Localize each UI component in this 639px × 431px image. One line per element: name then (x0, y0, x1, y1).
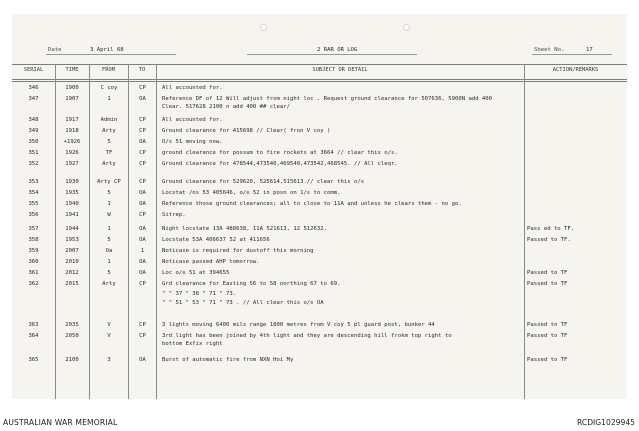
time-cell: 1944 (65, 226, 79, 232)
subject-cell (162, 128, 532, 136)
from-cell: Arty (102, 161, 116, 167)
time-cell: 1918 (65, 128, 79, 134)
subject-line: Burst of automatic fire from NXN Hoi My (162, 357, 294, 363)
to-cell: CP (139, 128, 146, 134)
serial-cell: 359 (28, 248, 39, 254)
to-cell: OA (139, 237, 146, 243)
subject-line: Locstate 53A 406637 52 at 411656 (162, 237, 270, 243)
date-underline (46, 54, 176, 55)
to-cell: OA (139, 259, 146, 265)
time-cell: 2035 (65, 322, 79, 328)
from-cell: Oa (105, 248, 113, 254)
subject-cell (162, 322, 532, 330)
from-cell: Admin (100, 117, 118, 123)
serial-cell: 354 (28, 190, 39, 196)
subject-cell (162, 150, 532, 158)
to-cell: CP (139, 333, 146, 339)
subject-line: O/s 51 moving now. (162, 139, 223, 145)
subject-cell (162, 139, 532, 147)
col-action-header: ACTION/REMARKS (552, 67, 599, 73)
action-cell: Passed to TF. (527, 237, 571, 243)
unit-title: 2 RAR OR LOG (317, 47, 358, 53)
serial-cell: 355 (28, 201, 39, 207)
subject-line: Noticase is required for dustoff this morning (162, 248, 314, 254)
unit-underline (247, 54, 417, 55)
action-cell: Pass ed to TF. (527, 226, 575, 232)
from-cell: Arty (102, 281, 116, 287)
from-cell: V (107, 322, 111, 328)
subject-line: All accounted for. (162, 117, 223, 123)
serial-cell: 364 (28, 333, 39, 339)
subject-line: Loc o/s 51 at 394655 (162, 270, 230, 276)
serial-cell: 347 (28, 96, 39, 102)
to-cell: OA (139, 139, 146, 145)
subject-line: Locstat /os 53 405646, o/s 52 in posn on 1/s to comm. (162, 190, 341, 196)
from-cell: Arty CP (97, 179, 121, 185)
from-cell: 5 (107, 139, 111, 145)
from-cell: 5 (107, 270, 111, 276)
time-cell: 2010 (65, 259, 79, 265)
subject-cell (162, 201, 532, 209)
to-cell: OA (139, 96, 146, 102)
serial-cell: 349 (28, 128, 39, 134)
subject-line: 3rd light has been joined by 4th light and they are descending hill frokm top right to (162, 333, 452, 339)
subject-line: Noticase passed AHP tomorrow. (162, 259, 260, 265)
from-cell: 1 (107, 226, 111, 232)
serial-cell: 358 (28, 237, 39, 243)
from-cell: C coy (100, 85, 118, 91)
action-cell: Passed to TF (527, 270, 568, 276)
col-from-header: FROM (102, 67, 115, 73)
time-cell: 1907 (65, 96, 79, 102)
to-cell: CP (139, 117, 146, 123)
subject-line: Reference DF of 12 Will adjust from night loc . Request ground clearance for 507636, 5900N add 400 (162, 96, 493, 102)
subject-line: bottom Exfix right (162, 340, 223, 347)
subject-cell (162, 259, 532, 267)
time-cell: 1917 (65, 117, 79, 123)
col-serial-header: SERIAL (23, 67, 44, 73)
subject-line: Ground clearance for 415698 // Clear( fron V coy ) (162, 128, 331, 134)
to-cell: OA (139, 226, 146, 232)
subject-line: All accounted for. (162, 85, 223, 91)
to-cell: CP (139, 161, 146, 167)
subject-cell (162, 357, 532, 365)
time-cell: 2007 (65, 248, 79, 254)
subject-cell (162, 212, 532, 220)
action-cell: Passed to TF (527, 333, 568, 339)
subject-line: Sitrep. (162, 212, 186, 218)
subject-cell (162, 333, 532, 348)
from-cell: 1 (107, 259, 111, 265)
serial-cell: 360 (28, 259, 39, 265)
serial-cell: 348 (28, 117, 39, 123)
sheet-value: 17 (586, 47, 593, 53)
header-rule (12, 79, 627, 80)
from-cell: 5 (107, 190, 111, 196)
subject-line: Reference those ground clearances; all to close to 11A and unless he clears them - no go. (162, 201, 462, 207)
from-cell: 5 (107, 237, 111, 243)
col-subject-header: SUBJECT OR DETAIL (312, 67, 368, 73)
col-to-header: TO (138, 67, 146, 73)
serial-cell: 363 (28, 322, 39, 328)
serial-cell: 353 (28, 179, 39, 185)
subject-line: " " 51 " 53 " 71 " 73 . // All clear this o/s OA (162, 300, 324, 307)
time-cell: 1900 (65, 85, 79, 91)
serial-cell: 352 (28, 161, 39, 167)
record-id: RCDIG1029945 (577, 418, 635, 427)
serial-cell: 361 (28, 270, 39, 276)
to-cell: OA (139, 357, 146, 363)
from-cell: 3 (107, 357, 111, 363)
subject-line: Grd clearance for Easting 56 to 58 northing 67 to 69. (162, 281, 341, 287)
subject-line: Clear. 517628 2100 n add 400 ## clear/ (162, 103, 290, 110)
to-cell: CP (139, 322, 146, 328)
punch-hole (260, 24, 267, 31)
serial-cell: 357 (28, 226, 39, 232)
serial-cell: 362 (28, 281, 39, 287)
to-cell: CP (139, 85, 146, 91)
subject-cell (162, 248, 532, 256)
log-entries (12, 85, 627, 395)
action-cell: Passed to TF (527, 322, 568, 328)
date-label: Date (48, 47, 62, 53)
serial-cell: 356 (28, 212, 39, 218)
header-rule-double (12, 81, 627, 82)
from-cell: Arty (102, 128, 116, 134)
time-cell: 2050 (65, 333, 79, 339)
time-cell: 1930 (65, 179, 79, 185)
serial-cell: 350 (28, 139, 39, 145)
from-cell: 1 (107, 96, 111, 102)
col-time-header: TIME (65, 67, 79, 73)
time-cell: 1926 (65, 150, 79, 156)
from-cell: 1 (107, 201, 111, 207)
time-cell: 1940 (65, 201, 79, 207)
subject-line: ground clearance for possum to fire rockets at 3664 // clear this o/s. (162, 150, 398, 156)
time-cell: +1926 (63, 139, 81, 145)
subject-cell (162, 237, 532, 245)
to-cell: 1 (140, 248, 145, 254)
time-cell: 1941 (65, 212, 79, 218)
subject-cell (162, 190, 532, 198)
serial-cell: 346 (28, 85, 39, 91)
punch-hole (403, 24, 410, 31)
from-cell: TF (105, 150, 113, 156)
to-cell: CP (139, 150, 146, 156)
to-cell: CP (139, 212, 146, 218)
archive-name: AUSTRALIAN WAR MEMORIAL (3, 418, 118, 427)
action-cell: Passed to TF (527, 281, 568, 287)
sheet-label: Sheet No. (534, 47, 565, 53)
to-cell: OA (139, 190, 146, 196)
to-cell: CP (139, 281, 146, 287)
time-cell: 1953 (65, 237, 79, 243)
subject-cell (162, 179, 532, 187)
from-cell: V (107, 333, 111, 339)
time-cell: 2100 (65, 357, 79, 363)
time-cell: 1935 (65, 190, 79, 196)
serial-cell: 351 (28, 150, 39, 156)
subject-cell (162, 270, 532, 278)
subject-line: Night locstate 13A 488638, 11A 521613, 12 512632. (162, 226, 328, 232)
subject-cell (162, 85, 532, 93)
to-cell: CP (139, 179, 146, 185)
subject-cell (162, 117, 532, 125)
action-cell: Passed to TF (527, 357, 568, 363)
to-cell: OA (139, 270, 146, 276)
subject-cell (162, 96, 532, 111)
subject-line: " " 37 " 38 " 71 " 73. (162, 290, 237, 297)
subject-cell (162, 281, 532, 308)
subject-cell (162, 161, 532, 169)
time-cell: 2012 (65, 270, 79, 276)
table-top-rule (12, 64, 627, 65)
sheet-underline (532, 54, 612, 55)
from-cell: W (107, 212, 111, 218)
serial-cell: 365 (28, 357, 39, 363)
time-cell: 1927 (65, 161, 79, 167)
subject-line: Ground clearance for 478544,473540,469540,473542,468545. // All cleqr. (162, 161, 398, 167)
subject-line: Ground clearance for 529620, 525614,515613.// clear this o/s (162, 179, 365, 185)
subject-line: 3 lights moving 6400 mils range 1800 metres from V coy 5 pl guard post, bunker 44 (162, 322, 435, 328)
date-value: 3 April 68 (90, 47, 124, 53)
log-sheet (12, 14, 627, 399)
to-cell: OA (139, 201, 146, 207)
subject-cell (162, 226, 532, 234)
time-cell: 2015 (65, 281, 79, 287)
